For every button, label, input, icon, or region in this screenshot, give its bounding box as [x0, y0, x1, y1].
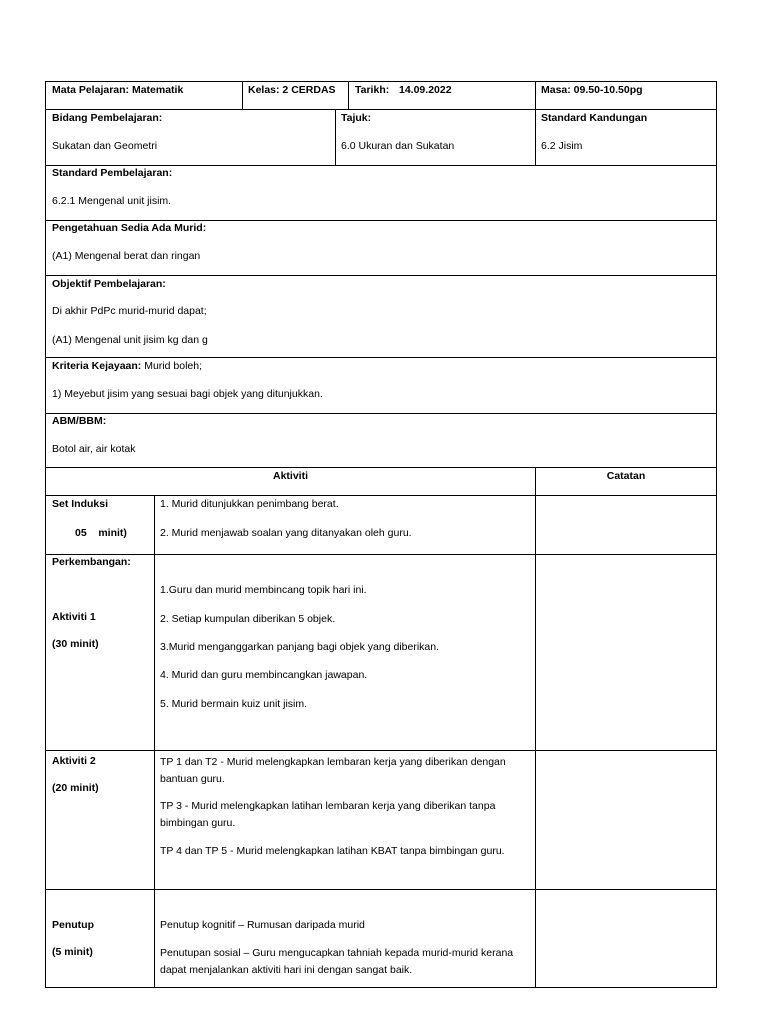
materials-label: ABM/BBM: — [52, 415, 107, 427]
learning-standard-label: Standard Pembelajaran: — [52, 167, 173, 179]
set-induction-step-2: 2. Murid menjawab soalan yang ditanyakan oleh guru. — [160, 527, 412, 539]
content-standard-label: Standard Kandungan — [541, 112, 648, 124]
success-criteria-label: Kriteria Kejayaan: — [52, 360, 142, 372]
area-value: Sukatan dan Geometri — [52, 140, 158, 152]
date-label: Tarikh: — [355, 84, 390, 96]
success-criteria-heading — [52, 359, 202, 373]
set-induction-notes-cell — [535, 495, 717, 555]
activity-header: Aktiviti — [272, 470, 308, 482]
development-step-2: 2. Setiap kumpulan diberikan 5 objek. — [160, 613, 336, 625]
prior-knowledge-label: Pengetahuan Sedia Ada Murid: — [52, 222, 207, 234]
subject-text: Mata Pelajaran: Matematik — [52, 84, 184, 96]
activity-2-step-2: TP 3 - Murid melengkapkan latihan lembaran kerja yang diberikan tanpa bimbingan guru. — [160, 800, 496, 829]
materials-value: Botol air, air kotak — [52, 443, 136, 455]
closure-label: Penutup — [52, 919, 94, 931]
date-value: 14.09.2022 — [399, 84, 452, 96]
development-label-cell — [45, 554, 155, 751]
development-label: Perkembangan: — [52, 556, 131, 568]
activity-2-label-cell — [45, 750, 155, 890]
closure-label-cell — [45, 889, 155, 988]
development-step-4: 4. Murid dan guru membincangkan jawapan. — [160, 669, 368, 681]
activity-2-step-3: TP 4 dan TP 5 - Murid melengkapkan latihan KBAT tanpa bimbingan guru. — [160, 845, 505, 857]
set-induction-label: Set Induksi — [52, 498, 109, 510]
set-induction-duration: 05 minit) — [75, 527, 127, 539]
activity-1-label: Aktiviti 1 — [52, 611, 96, 623]
development-step-1: 1.Guru dan murid membincang topik hari ini. — [160, 584, 367, 596]
activity-2-label: Aktiviti 2 — [52, 755, 96, 767]
development-step-3: 3.Murid menganggarkan panjang bagi objek yang diberikan. — [160, 641, 440, 653]
set-induction-step-1: 1. Murid ditunjukkan penimbang berat. — [160, 498, 339, 510]
topic-value: 6.0 Ukuran dan Sukatan — [341, 140, 455, 152]
success-criteria-line-1: 1) Meyebut jisim yang sesuai bagi objek yang ditunjukkan. — [52, 388, 323, 400]
closure-notes-cell — [535, 889, 717, 988]
learning-standard-value: 6.2.1 Mengenal unit jisim. — [52, 195, 172, 207]
area-label: Bidang Pembelajaran: — [52, 112, 163, 124]
closure-duration: (5 minit) — [52, 946, 93, 958]
topic-label: Tajuk: — [341, 112, 372, 124]
time-text: Masa: 09.50-10.50pg — [541, 84, 643, 96]
objective-line-1: Di akhir PdPc murid-murid dapat; — [52, 305, 207, 317]
activity-1-duration: (30 minit) — [52, 638, 99, 650]
notes-header: Catatan — [606, 470, 646, 482]
objective-label: Objektif Pembelajaran: — [52, 278, 166, 290]
content-standard-value: 6.2 Jisim — [541, 140, 583, 152]
closure-step-1: Penutup kognitif – Rumusan daripada murid — [160, 919, 365, 931]
success-criteria-suffix: Murid boleh; — [144, 360, 202, 372]
prior-knowledge-value: (A1) Mengenal berat dan ringan — [52, 250, 201, 262]
closure-step-2: Penutupan sosial – Guru mengucapkan tahniah kepada murid-murid kerana dapat menjalankan aktiviti hari ini dengan sangat baik. — [160, 947, 514, 976]
activity-2-duration: (20 minit) — [52, 782, 99, 794]
activity-2-step-1: TP 1 dan T2 - Murid melengkapkan lembaran kerja yang diberikan dengan bantuan guru. — [160, 756, 506, 785]
materials-cell — [45, 413, 717, 468]
objective-line-2: (A1) Mengenal unit jisim kg dan g — [52, 334, 208, 346]
development-step-5: 5. Murid bermain kuiz unit jisim. — [160, 698, 308, 710]
activity-2-notes-cell — [535, 750, 717, 890]
class-text: Kelas: 2 CERDAS — [248, 84, 336, 96]
development-notes-cell — [535, 554, 717, 751]
